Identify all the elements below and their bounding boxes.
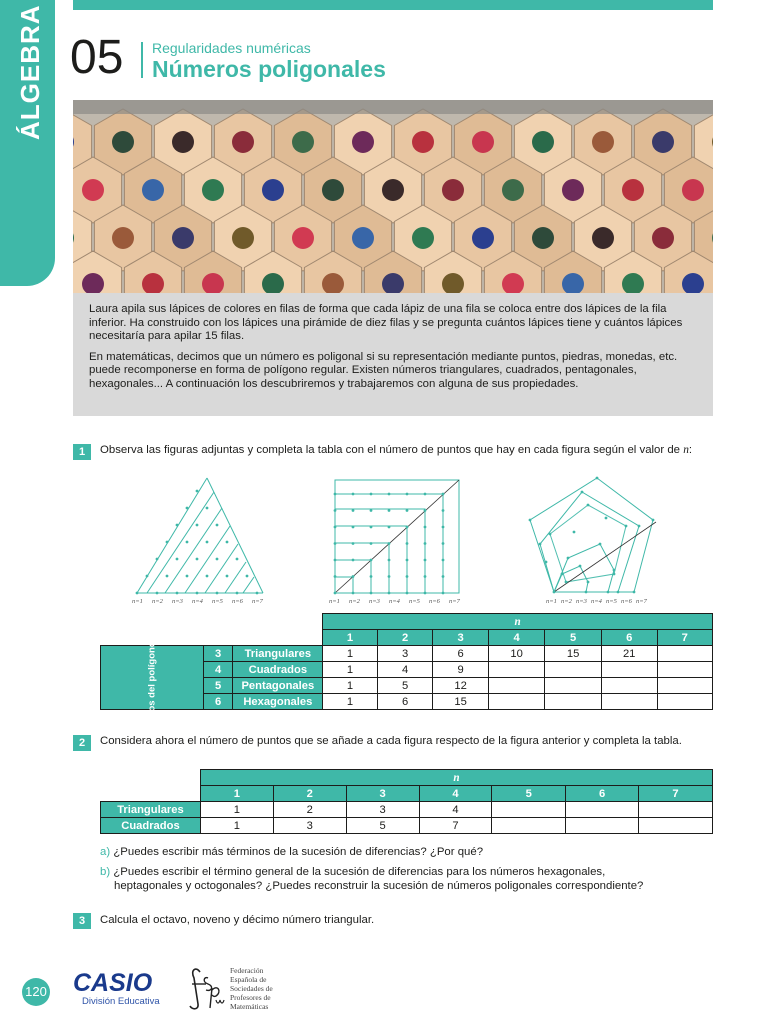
figure-dot — [206, 541, 209, 544]
pencil-core — [472, 131, 494, 153]
fig2-label-5: n=5 — [409, 598, 420, 605]
figure-dot — [596, 477, 599, 480]
figure-dot — [334, 559, 337, 562]
section-side-tab — [0, 0, 55, 286]
table-cell[interactable] — [488, 694, 544, 710]
question-2b-label: b) — [100, 866, 111, 878]
fig3-label-1: n=1 — [546, 598, 557, 605]
figure-dot — [613, 569, 616, 572]
pencil-core — [232, 131, 254, 153]
figure-dot — [206, 575, 209, 578]
table-cell[interactable]: 12 — [433, 678, 489, 694]
figure-dot — [388, 542, 391, 545]
fespm-line: Española de — [230, 975, 267, 984]
fespm-line: Federación — [230, 966, 264, 975]
table-cell[interactable] — [566, 802, 639, 818]
table-cell[interactable]: 1 — [323, 678, 378, 694]
table1-col-5: 5 — [545, 630, 601, 646]
figure-dot — [585, 591, 588, 594]
figure-dot — [424, 493, 427, 496]
figure-dot — [370, 493, 373, 496]
figure-dot — [567, 557, 570, 560]
fig1-label-5: n=5 — [212, 598, 223, 605]
pencil-core — [562, 179, 584, 201]
fig3-label-7: n=7 — [636, 598, 647, 605]
triangular-numbers-figure — [130, 474, 270, 606]
figure-dot — [216, 558, 219, 561]
pencil-core — [442, 179, 464, 201]
figure-dot — [388, 509, 391, 512]
fespm-line: Sociedades de — [230, 984, 273, 993]
pencil-core — [82, 179, 104, 201]
question-2b — [100, 865, 605, 879]
casio-logo: CASIO — [73, 969, 153, 997]
pencil-shafts — [73, 100, 713, 114]
pencil-core — [622, 179, 644, 201]
table-cell[interactable]: 9 — [433, 662, 489, 678]
table1-col-2: 2 — [377, 630, 432, 646]
casio-subtitle: División Educativa — [82, 996, 160, 1007]
table-cell[interactable] — [601, 678, 657, 694]
figure-dot — [226, 575, 229, 578]
question-1-text-a: Observa las figuras adjuntas y completa la tabla con el número de puntos que hay en cada figura según el valor de — [100, 444, 684, 456]
pencil-core — [592, 131, 614, 153]
fig3-label-6: n=6 — [621, 598, 632, 605]
figure-dot — [565, 581, 568, 584]
figure-dot — [406, 542, 409, 545]
table-cell[interactable]: 4 — [419, 802, 492, 818]
fig3-label-5: n=5 — [606, 598, 617, 605]
figure-dot — [549, 533, 552, 536]
figure-dot — [370, 509, 373, 512]
table1-n-header: n — [323, 614, 713, 630]
pencil-core — [592, 227, 614, 249]
row-p-value: 5 — [203, 678, 233, 694]
table-cell[interactable]: 3 — [346, 802, 419, 818]
figure-dot — [334, 575, 337, 578]
table-cell[interactable]: 6 — [433, 646, 489, 662]
polygonal-numbers-table — [100, 613, 713, 729]
intro-paragraph-1: Laura apila sus lápices de colores en filas de forma que cada lápiz de una fila se coloca entre dos lápices de la fila inferior. Ha construido con los lápices una pirámide de diez filas y se pregunta cuántos lápices tiene y cuántos lápices necesitaría para apilar 15 filas. — [89, 303, 683, 343]
figure-dot — [613, 573, 616, 576]
table-cell[interactable]: 6 — [377, 694, 432, 710]
figure-dot — [370, 592, 373, 595]
pencils-photo — [73, 100, 713, 293]
table-cell[interactable] — [601, 694, 657, 710]
pencils-illustration — [73, 100, 713, 293]
figure-dot — [424, 575, 427, 578]
table1-col-4: 4 — [488, 630, 544, 646]
table1-col-7: 7 — [657, 630, 713, 646]
figure-dot — [136, 592, 139, 595]
pencil-core — [502, 179, 524, 201]
table2-col-7: 7 — [639, 786, 713, 802]
figure-dot — [539, 543, 542, 546]
fig2-label-7: n=7 — [449, 598, 460, 605]
figure-dot — [216, 524, 219, 527]
pencil-core — [292, 131, 314, 153]
figure-dot — [633, 591, 636, 594]
pencil-core — [172, 227, 194, 249]
figure-dot — [406, 592, 409, 595]
figure-dot — [652, 519, 655, 522]
pencil-core — [412, 131, 434, 153]
question-1-number: 1 — [73, 444, 91, 460]
pencil-core — [322, 179, 344, 201]
table-cell[interactable]: 7 — [419, 818, 492, 834]
fespm-logo-icon — [186, 964, 228, 1012]
fig1-label-4: n=4 — [192, 598, 203, 605]
table-cell[interactable] — [488, 678, 544, 694]
figure-dot — [352, 575, 355, 578]
fig1-label-1: n=1 — [132, 598, 143, 605]
pencil-core — [352, 131, 374, 153]
title-separator — [141, 42, 143, 78]
table1-col-1: 1 — [323, 630, 378, 646]
figure-dot — [424, 559, 427, 562]
fespm-text — [230, 966, 273, 1011]
figure-dot — [587, 504, 590, 507]
figure-dot — [442, 509, 445, 512]
table-cell[interactable]: 1 — [200, 818, 273, 834]
table-cell[interactable] — [545, 678, 601, 694]
row-p-value: 6 — [203, 694, 233, 710]
figure-dot — [388, 493, 391, 496]
table-cell[interactable] — [657, 678, 713, 694]
pencil-core — [172, 131, 194, 153]
figure-dot — [607, 591, 610, 594]
figure-dot — [334, 509, 337, 512]
question-2b-line-2: heptagonales y octogonales? ¿Puedes reconstruir la sucesión de números poligonales correspondiente? — [114, 880, 644, 892]
row-name: Hexagonales — [233, 694, 323, 710]
fig2-label-4: n=4 — [389, 598, 400, 605]
question-3-number: 3 — [73, 913, 91, 929]
figure-dot — [352, 592, 355, 595]
figure-dot — [605, 517, 608, 520]
pencil-core — [262, 179, 284, 201]
row-name: Triangulares — [233, 646, 323, 662]
figure-dot — [388, 559, 391, 562]
pencil-core — [652, 227, 674, 249]
figure-dot — [529, 519, 532, 522]
figure-dot — [442, 542, 445, 545]
table2-col-1: 1 — [200, 786, 273, 802]
figure-dot — [352, 542, 355, 545]
fig3-label-3: n=3 — [576, 598, 587, 605]
figure-dot — [146, 575, 149, 578]
differences-table — [100, 769, 713, 834]
row-name: Cuadrados — [101, 818, 201, 834]
fig1-label-6: n=6 — [232, 598, 243, 605]
figure-dot — [334, 526, 337, 529]
figure-dot — [196, 524, 199, 527]
table2-col-5: 5 — [492, 786, 566, 802]
figure-dot — [406, 509, 409, 512]
figure-dot — [617, 591, 620, 594]
figure-dot — [186, 541, 189, 544]
table-row — [101, 802, 713, 818]
table2-col-4: 4 — [419, 786, 492, 802]
table-cell[interactable] — [657, 662, 713, 678]
table-cell[interactable]: 2 — [273, 802, 346, 818]
table-cell[interactable]: 21 — [601, 646, 657, 662]
fespm-line: Matemáticas — [230, 1002, 269, 1011]
figure-dot — [370, 575, 373, 578]
figure-dot — [442, 526, 445, 529]
pentagonal-numbers-figure — [522, 474, 662, 606]
figure-dot — [186, 575, 189, 578]
table2-col-6: 6 — [566, 786, 639, 802]
figure-dot — [352, 493, 355, 496]
table-cell[interactable] — [545, 662, 601, 678]
fespm-line: Profesores de — [230, 993, 271, 1002]
figure-dot — [587, 581, 590, 584]
row-p-value: 4 — [203, 662, 233, 678]
figure-dot — [176, 592, 179, 595]
figure-dot — [424, 542, 427, 545]
figure-dot — [176, 524, 179, 527]
figure-dot — [236, 592, 239, 595]
figure-dot — [545, 561, 548, 564]
figure-dot — [196, 592, 199, 595]
intro-box — [73, 293, 713, 416]
figure-dot — [625, 525, 628, 528]
unit-subtitle: Regularidades numéricas — [152, 40, 311, 56]
figure-dot — [424, 526, 427, 529]
figure-dot — [442, 559, 445, 562]
question-1-text — [100, 444, 712, 458]
page-number: 120 — [22, 978, 50, 1006]
table-cell[interactable] — [492, 818, 566, 834]
fig1-label-3: n=3 — [172, 598, 183, 605]
pencil-core — [292, 227, 314, 249]
figure-dot — [196, 558, 199, 561]
figure-dot — [334, 592, 337, 595]
pencil-core — [682, 179, 704, 201]
figure-dot — [370, 559, 373, 562]
figure-dot — [442, 592, 445, 595]
page-title: Números poligonales — [152, 56, 386, 82]
figure-dot — [352, 509, 355, 512]
pencil-core — [112, 227, 134, 249]
figure-dot — [388, 526, 391, 529]
figure-dot — [256, 592, 259, 595]
figure-dot — [186, 507, 189, 510]
pencil-core — [352, 227, 374, 249]
table-cell[interactable] — [601, 662, 657, 678]
figure-dot — [236, 558, 239, 561]
intro-paragraph-2: En matemáticas, decimos que un número es poligonal si su representación mediante puntos, piedras, monedas, etc. puede recomponerse en forma de polígono regular. Existen números triangulares, cuadrados, pentagonales, hexagonales... A continuación los descubriremos y trabajaremos con alguna de sus propiedades. — [89, 350, 678, 390]
figure-dot — [206, 507, 209, 510]
pencil-core — [112, 131, 134, 153]
pencil-core — [472, 227, 494, 249]
table2-col-2: 2 — [273, 786, 346, 802]
figure-dot — [579, 565, 582, 568]
table1-col-3: 3 — [433, 630, 489, 646]
top-accent-bar — [73, 0, 713, 10]
fig3-label-4: n=4 — [591, 598, 602, 605]
figure-dot — [166, 575, 169, 578]
table-cell[interactable] — [657, 646, 713, 662]
table-cell[interactable] — [566, 818, 639, 834]
figure-dot — [442, 575, 445, 578]
fig3-label-2: n=2 — [561, 598, 572, 605]
section-label: ÁLGEBRA — [15, 4, 45, 140]
figure-dot — [166, 541, 169, 544]
question-2-number: 2 — [73, 735, 91, 751]
row-name: Cuadrados — [233, 662, 323, 678]
figure-dot — [406, 493, 409, 496]
row-name: Pentagonales — [233, 678, 323, 694]
table-cell[interactable] — [488, 662, 544, 678]
figure-dot — [246, 575, 249, 578]
pencil-core — [652, 131, 674, 153]
figure-dot — [573, 531, 576, 534]
figure-dot — [176, 558, 179, 561]
table-cell[interactable] — [639, 802, 713, 818]
table-cell[interactable] — [639, 818, 713, 834]
pencil-core — [412, 227, 434, 249]
table-cell[interactable] — [657, 694, 713, 710]
table2-col-3: 3 — [346, 786, 419, 802]
figure-dot — [226, 541, 229, 544]
pencil-core — [142, 179, 164, 201]
question-2a-text: ¿Puedes escribir más términos de la sucesión de diferencias? ¿Por qué? — [113, 846, 484, 858]
question-1-variable: n — [683, 444, 689, 456]
unit-number: 05 — [70, 31, 124, 84]
figure-dot — [581, 491, 584, 494]
figure-dot — [156, 558, 159, 561]
table-cell[interactable]: 1 — [200, 802, 273, 818]
question-2a — [100, 845, 483, 859]
table-row — [101, 818, 713, 834]
pencil-core — [532, 227, 554, 249]
question-3-text: Calcula el octavo, noveno y décimo número triangular. — [100, 914, 375, 926]
figure-dot — [388, 575, 391, 578]
square-numbers-figure — [327, 474, 467, 606]
pencil-core — [532, 131, 554, 153]
figure-dot — [553, 591, 556, 594]
fig1-label-2: n=2 — [152, 598, 163, 605]
figure-dot — [638, 525, 641, 528]
question-2-text: Considera ahora el número de puntos que se añade a cada figura respecto de la figura anterior y completa la tabla. — [100, 735, 682, 747]
table-cell[interactable]: 5 — [346, 818, 419, 834]
table-cell[interactable]: 15 — [545, 646, 601, 662]
table2-n-header: n — [200, 770, 712, 786]
question-2a-label: a) — [100, 846, 111, 858]
table-cell[interactable]: 5 — [377, 678, 432, 694]
table-cell[interactable]: 1 — [323, 646, 378, 662]
figure-dot — [406, 575, 409, 578]
table-cell[interactable]: 4 — [377, 662, 432, 678]
figure-dot — [406, 559, 409, 562]
figure-dot — [334, 542, 337, 545]
table-cell[interactable]: 10 — [488, 646, 544, 662]
table1-side-label: Lados del polígono (p) — [101, 646, 204, 710]
table-cell[interactable]: 3 — [377, 646, 432, 662]
fig2-label-1: n=1 — [329, 598, 340, 605]
table-cell[interactable]: 1 — [323, 694, 378, 710]
table-cell[interactable]: 1 — [323, 662, 378, 678]
table-cell[interactable] — [545, 694, 601, 710]
fig1-label-7: n=7 — [252, 598, 263, 605]
fig2-label-6: n=6 — [429, 598, 440, 605]
figure-dot — [352, 526, 355, 529]
table-cell[interactable]: 15 — [433, 694, 489, 710]
table-cell[interactable]: 3 — [273, 818, 346, 834]
pencil-core — [202, 179, 224, 201]
figure-dot — [599, 543, 602, 546]
figure-dot — [156, 592, 159, 595]
fig2-label-3: n=3 — [369, 598, 380, 605]
table-cell[interactable] — [492, 802, 566, 818]
fig2-label-2: n=2 — [349, 598, 360, 605]
table1-col-6: 6 — [601, 630, 657, 646]
figure-dot — [196, 490, 199, 493]
figure-dot — [561, 573, 564, 576]
figure-dot — [442, 493, 445, 496]
question-1-text-b: : — [688, 444, 693, 456]
figure-dot — [388, 592, 391, 595]
figure-dot — [424, 509, 427, 512]
row-name: Triangulares — [101, 802, 201, 818]
figure-dot — [352, 559, 355, 562]
figure-dot — [424, 592, 427, 595]
figure-dot — [216, 592, 219, 595]
table-row — [101, 646, 713, 662]
figure-dot — [370, 526, 373, 529]
question-2b-text-1: ¿Puedes escribir el término general de la sucesión de diferencias para los números hexagonales, — [113, 866, 606, 878]
figure-dot — [334, 493, 337, 496]
figure-dot — [406, 526, 409, 529]
figure-dot — [370, 542, 373, 545]
pencil-core — [232, 227, 254, 249]
row-p-value: 3 — [203, 646, 233, 662]
pencil-core — [382, 179, 404, 201]
